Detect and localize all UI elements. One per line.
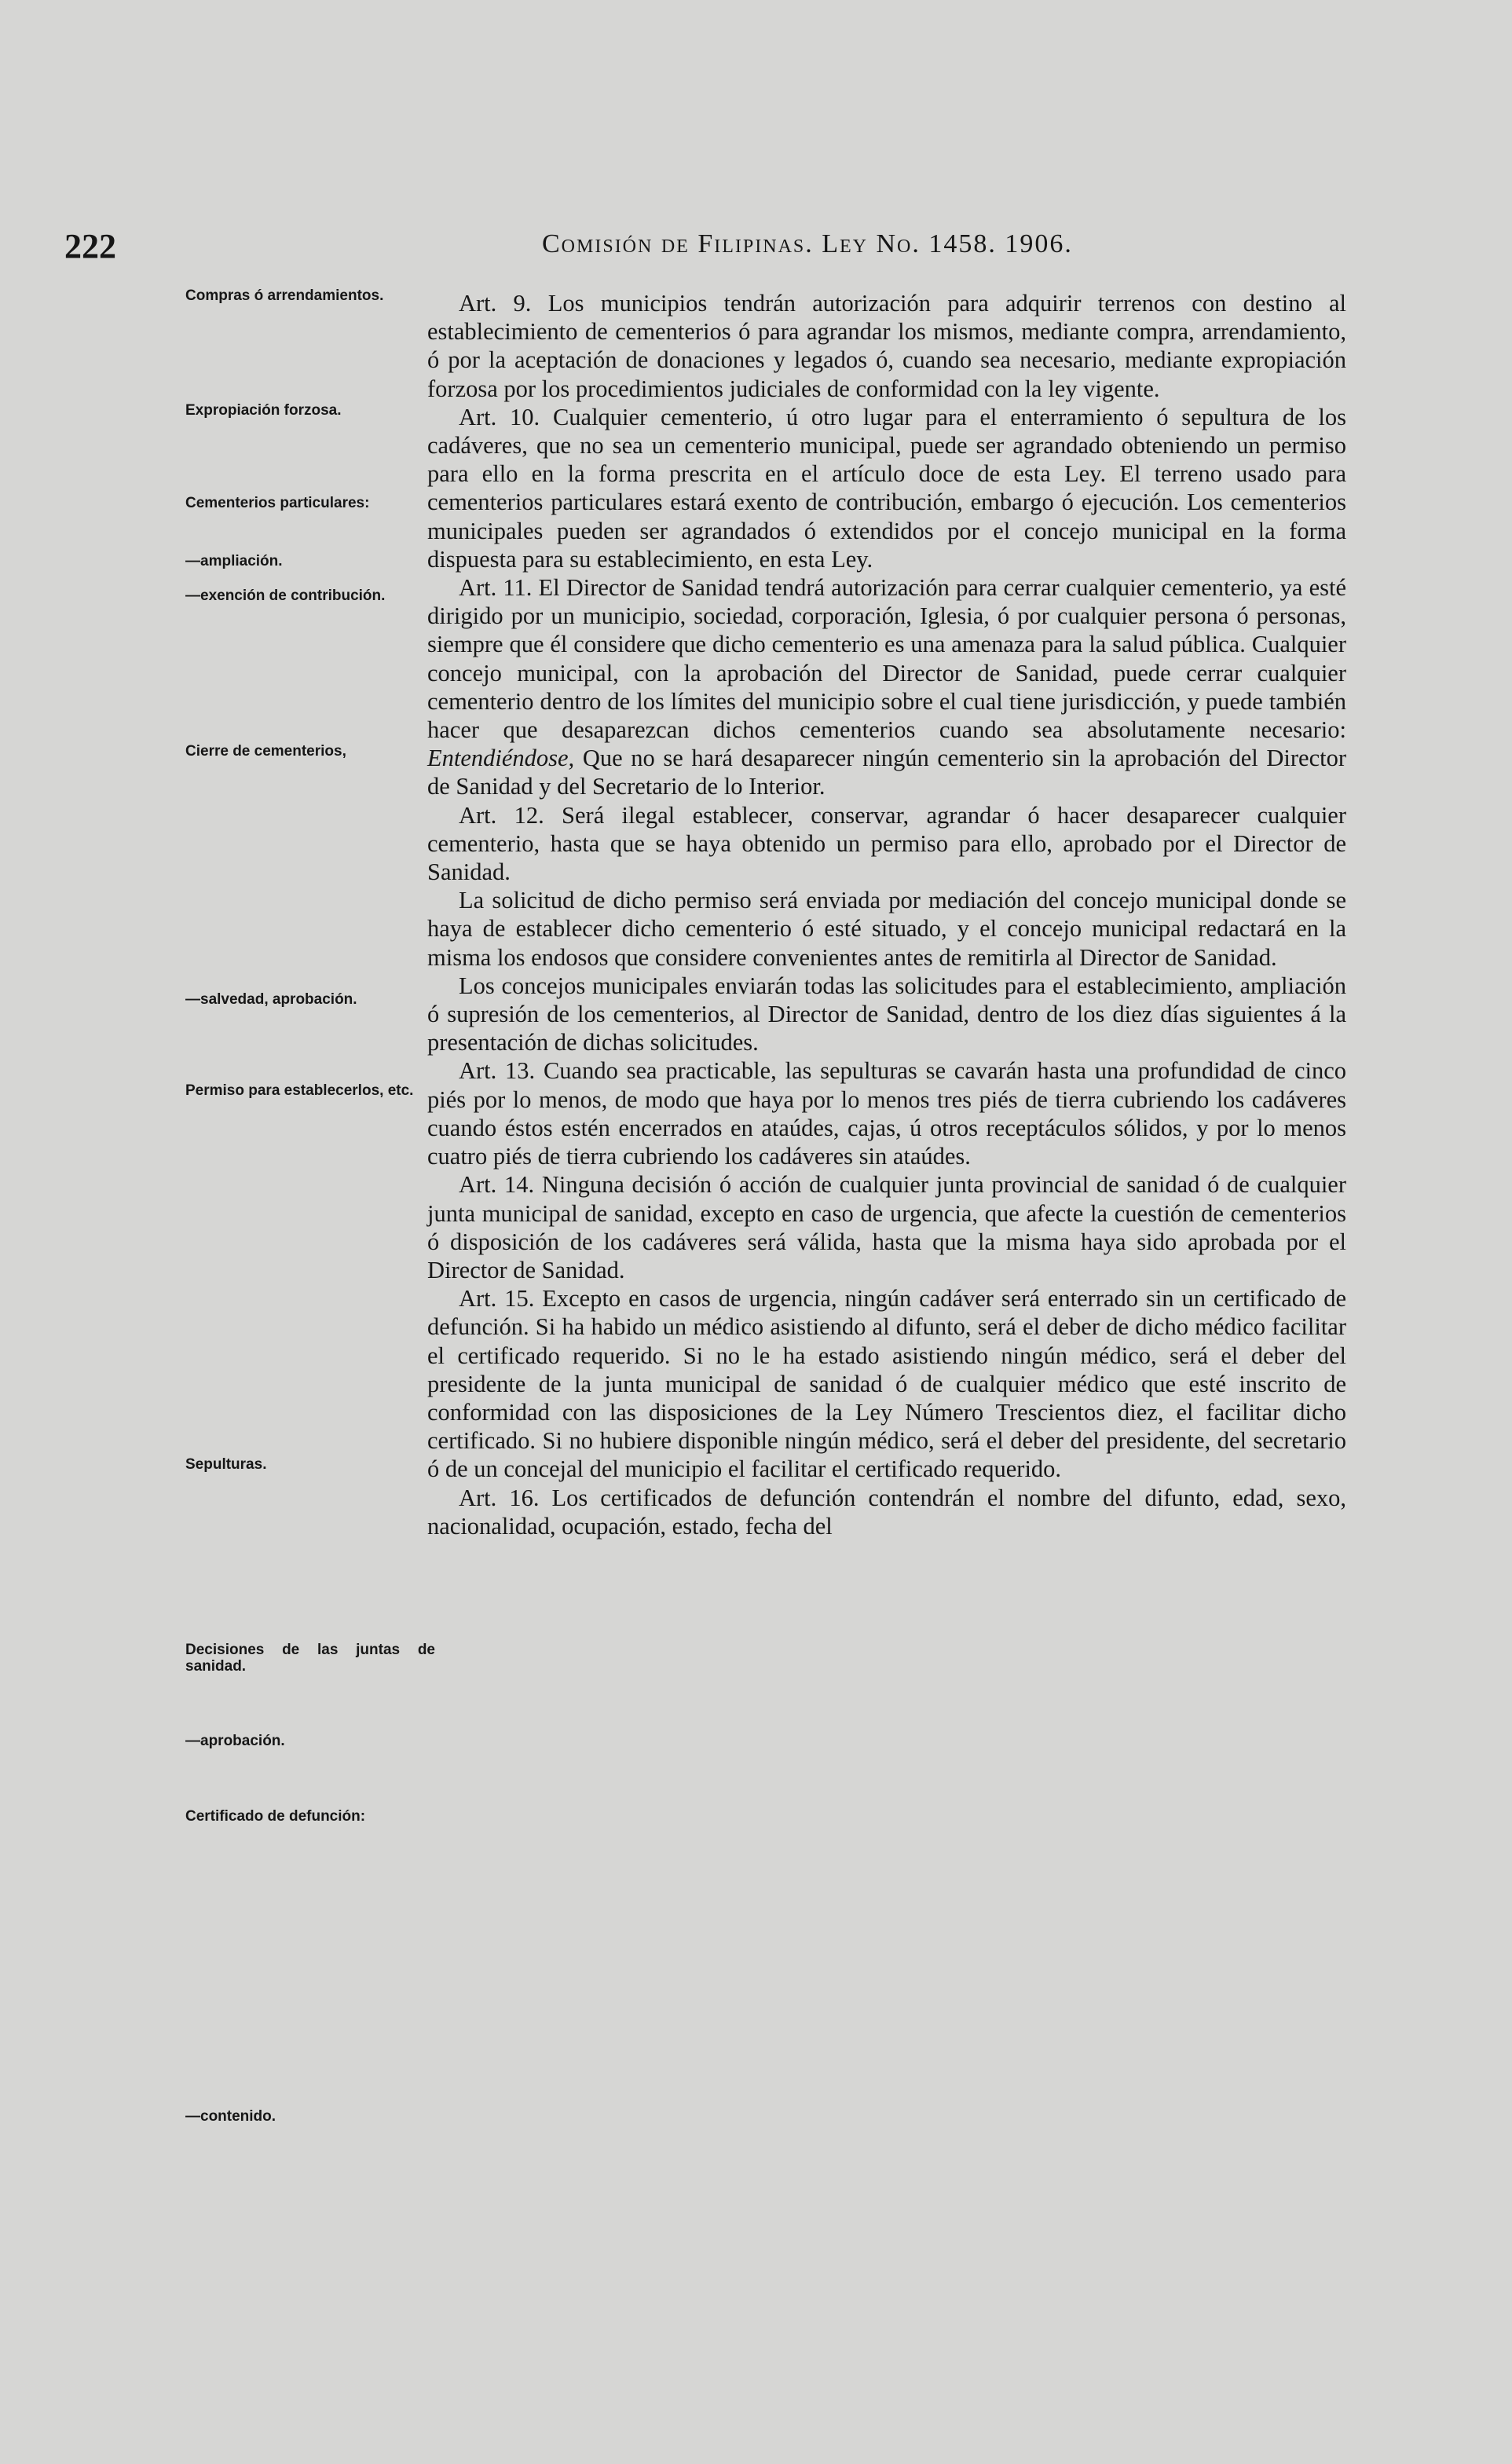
article-12-paragraph-2: La solicitud de dicho permiso será enviada por mediación del concejo municipal donde se haya de establecer dicho cementerio ó esté situado, y el concejo municipal redactará en la misma los endosos que considere convenientes antes de remitirla al Director de Sanidad. <box>427 887 1346 971</box>
article-15-text: Excepto en casos de urgencia, ningún cadáver será enterrado sin un certificado de defunción. Si ha habido un médico asistiendo al difunto, será el deber de dicho médico facilitar el certificado requerido. Si no le ha estado asistiendo ningún médico, será el deber del presidente de la junta municipal de sanidad ó de cualquier médico que esté inscrito de conformidad con las disposiciones de la Ley Número Trescientos diez, el facilitar dicho certificado. Si no hubiere disponible ningún médico, será el deber del presidente, del secretario ó de un concejal del municipio el facilitar el certificado requerido. <box>427 1285 1346 1483</box>
article-12 <box>427 801 1346 887</box>
article-12-label: Art. 12. <box>459 801 544 829</box>
page-header <box>0 226 1512 265</box>
margin-note-ampliacion: —ampliación. <box>185 553 283 569</box>
article-11-italic: Entendiéndose, <box>427 745 575 772</box>
article-14-label: Art. 14. <box>459 1171 535 1199</box>
article-10-text: Cualquier cementerio, ú otro lugar para el enterramiento ó sepultura de los cadáveres, que no sea un cementerio municipal, puede ser agrandado obteniendo un permiso para ello en la forma prescrita en el artículo doce de esta Ley. El terreno usado para cementerios particulares estará exento de contribución, embargo ó ejecución. Los cementerios municipales pueden ser agrandados ó extendidos por el concejo municipal en la forma dispuesta para su establecimiento, en esta Ley. <box>427 403 1346 573</box>
article-11-label: Art. 11. <box>459 574 533 602</box>
article-9 <box>427 289 1346 403</box>
body-text <box>427 289 1346 1540</box>
margin-note-sepulturas: Sepulturas. <box>185 1456 267 1473</box>
margin-note-cementerios: Cementerios particulares: <box>185 495 370 511</box>
margin-note-contenido: —contenido. <box>185 2108 276 2125</box>
article-13-text: Cuando sea practicable, las sepulturas se cavarán hasta una profundidad de cinco piés por lo menos, de modo que haya por lo menos tres piés de tierra cubriendo los cadáveres cuando éstos estén encerrados en ataúdes, cajas, ú otros receptáculos sólidos, y por lo menos cuatro piés de tierra cubriendo los cadáveres sin ataúdes. <box>427 1057 1347 1170</box>
article-16 <box>427 1484 1346 1540</box>
article-9-label: Art. 9. <box>459 290 532 317</box>
article-11 <box>427 573 1346 801</box>
article-15 <box>427 1284 1346 1483</box>
article-16-text: Los certificados de defunción contendrán el nombre del difunto, edad, sexo, nacionalidad, ocupación, estado, fecha del <box>427 1484 1347 1540</box>
article-9-text: Los municipios tendrán autorización para adquirir terrenos con destino al establecimiento de cementerios ó para agrandar los mismos, mediante compra, arrendamiento, ó por la aceptación de donaciones y legados ó, cuando sea necesario, mediante expropiación forzosa por los procedimientos judiciales de conformidad con la ley vigente. <box>427 290 1346 402</box>
article-10 <box>427 403 1346 573</box>
article-14-text: Ninguna decisión ó acción de cualquier junta provincial de sanidad ó de cualquier junta municipal de sanidad, excepto en caso de urgencia, que afecte la cuestión de cementerios ó disposición de los cadáveres será válida, hasta que la misma haya sido aprobada por el Director de Sanidad. <box>427 1171 1346 1283</box>
article-12-paragraph-3: Los concejos municipales enviarán todas las solicitudes para el establecimiento, ampliación ó supresión de los cementerios, al Director de Sanidad, dentro de los diez días siguientes á la presentación de dichas solicitudes. <box>427 972 1346 1056</box>
article-10-label: Art. 10. <box>459 403 540 430</box>
margin-note-permiso: Permiso para establecerlos, etc. <box>185 1082 414 1099</box>
page-number: 222 <box>64 227 116 265</box>
margin-note-compras: Compras ó arrendamientos. <box>185 287 384 304</box>
margin-note-exencion: —exención de contribución. <box>185 588 386 604</box>
margin-note-cierre: Cierre de cementerios, <box>185 743 346 760</box>
article-16-label: Art. 16. <box>459 1484 540 1511</box>
margin-note-expropiacion: Expropiación forzosa. <box>185 402 342 419</box>
article-13-label: Art. 13. <box>459 1057 536 1085</box>
article-11-text-after: Que no se hará desaparecer ningún cementerio sin la aprobación del Director de Sanidad y del Secretario de lo Interior. <box>427 745 1347 800</box>
article-13 <box>427 1056 1346 1170</box>
article-11-text: El Director de Sanidad tendrá autorización para cerrar cualquier cementerio, ya esté dirigido por un municipio, sociedad, corporación, Iglesia, ó por cualquier persona ó personas, siempre que él considere que dicho cementerio es una amenaza para la salud pública. Cualquier concejo municipal, con la aprobación del Director de Sanidad, puede cerrar cualquier cementerio dentro de los límites del municipio sobre el cual tiene jurisdicción, y puede también hacer que desaparezcan dichos cementerios cuando sea absolutamente necesario: <box>427 574 1346 744</box>
article-14 <box>427 1170 1346 1284</box>
article-12-text: Será ilegal establecer, conservar, agrandar ó hacer desaparecer cualquier cementerio, hasta que se haya obtenido un permiso para ello, aprobado por el Director de Sanidad. <box>427 801 1346 886</box>
running-title: Comisión de Filipinas. Ley No. 1458. 1906. <box>542 229 1073 258</box>
article-15-label: Art. 15. <box>459 1285 535 1313</box>
margin-note-salvedad: —salvedad, aprobación. <box>185 991 357 1008</box>
margin-note-aprobacion: —aprobación. <box>185 1733 285 1749</box>
margin-note-decisiones: Decisiones de las juntas de sanidad. <box>185 1642 435 1675</box>
margin-note-certificado: Certificado de defunción: <box>185 1808 366 1825</box>
